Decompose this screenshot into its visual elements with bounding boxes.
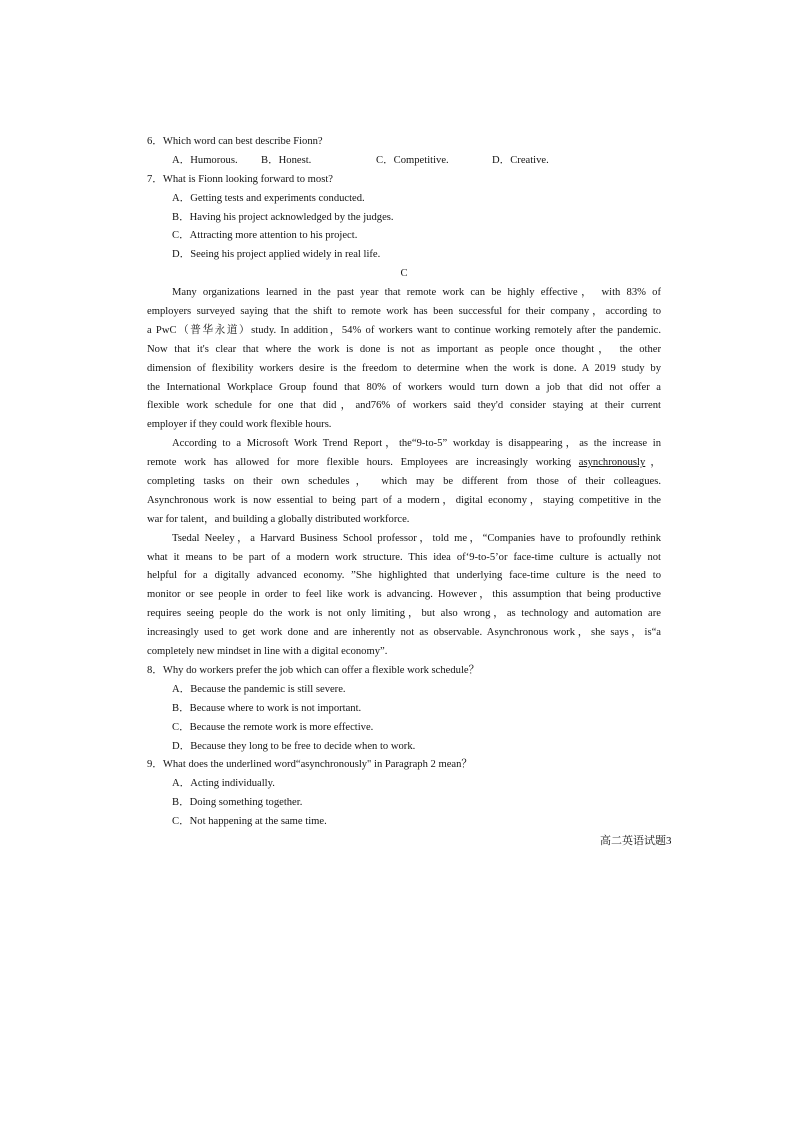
q7-option-b: B．Having his project acknowledged by the judges. [172,211,394,223]
q7-option-c: C．Attracting more attention to his project. [172,230,358,242]
q8-option-a: A．Because the pandemic is still severe. [172,683,346,695]
passage-line: war for talent，and building a globally distributed workforce. [147,513,410,525]
q6-option-b: B．Honest. [261,154,312,166]
q8-option-d: D．Because they long to be free to decide when to work. [172,740,416,752]
passage-line: Many organizations learned in the past year that remote work can be highly effective， with 83% of [172,287,661,299]
passage-line: dimension of flexibility workers desire is the freedom to determine when the work is done. A 2019 study by [147,362,661,374]
question-7-stem: 7．What is Fionn looking forward to most? [147,173,333,185]
exam-page [147,133,661,832]
passage-line: Asynchronous work is now essential to being part of a modern，digital economy，staying competitive in the [147,494,661,506]
passage-line: Tsedal Neeley，a Harvard Business School professor，told me，“Companies have to profoundly rethink [172,532,661,544]
passage-line: helpful for a digitally advanced economy. ”She highlighted that underlying face-time culture is the need to [147,570,661,582]
q8-option-c: C．Because the remote work is more effective. [172,721,374,733]
passage-line: requires seeing people do the work is not only limiting，but also wrong，as technology and automation are [147,608,661,620]
passage-text: remote work has allowed for more flexible hours. Employees are increasingly working [147,457,579,469]
passage-line: monitor or see people in order to feel like work is advancing. However，this assumption that being productive [147,589,661,601]
passage-paragraph-1 [147,284,661,435]
passage-line: a PwC（普华永道）study. In addition，54% of workers want to continue working remotely after the pandemic. [147,324,661,336]
passage-line: flexible work schedule for one that did，and76% of workers said they'd consider staying at their current [147,400,661,412]
passage-line [147,454,661,473]
q9-option-c: C．Not happening at the same time. [172,816,327,828]
passage-line: completing tasks on their own schedules， which may be different from those of their colleagues. [147,476,661,488]
q7-option-d: D．Seeing his project applied widely in real life. [172,249,381,261]
question-8-stem: 8．Why do workers prefer the job which can offer a flexible work schedule？ [147,664,480,676]
q6-option-c: C．Competitive. [376,154,449,166]
passage-line: Now that it's clear that where the work is done is not as important as people once thought， the other [147,343,661,355]
question-6-options [147,152,661,171]
passage-text: ， [645,457,661,469]
passage-line: employers surveyed saying that the shift to remote work has been successful for their company，according to [147,306,661,318]
q8-option-b: B．Because where to work is not important. [172,702,362,714]
q9-option-a: A．Acting individually. [172,778,275,790]
passage-line: completely new mindset in line with a digital economy”. [147,646,388,658]
q9-option-b: B．Doing something together. [172,797,303,809]
passage-line: According to a Microsoft Work Trend Report，the“9-to-5” workday is disappearing，as the increase in [172,438,661,450]
page-footer: 高二英语试题3 [600,835,672,847]
passage-paragraph-3 [147,530,661,662]
question-6-stem: 6．Which word can best describe Fionn? [147,136,323,147]
passage-line: what it means to be part of a modern work structure. This idea of‘9-to-5’or face-time culture is actually not [147,551,661,563]
section-label: C [400,268,408,280]
passage-line: the International Workplace Group found that 80% of workers would turn down a job that did not offer a [147,381,661,393]
q6-option-d: D．Creative. [492,154,549,166]
underlined-word: asynchronously [578,457,646,469]
q7-option-a: A．Getting tests and experiments conducted. [172,192,365,204]
passage-line: employer if they could work flexible hours. [147,419,332,431]
question-9-stem: 9．What does the underlined word“asynchronously" in Paragraph 2 mean？ [147,759,472,771]
q6-option-a: A．Humorous. [172,154,238,166]
passage-line: increasingly used to get work done and are inherently not as observable. Asynchronous work，she says，is“a [147,627,661,639]
passage-paragraph-2 [147,435,661,529]
